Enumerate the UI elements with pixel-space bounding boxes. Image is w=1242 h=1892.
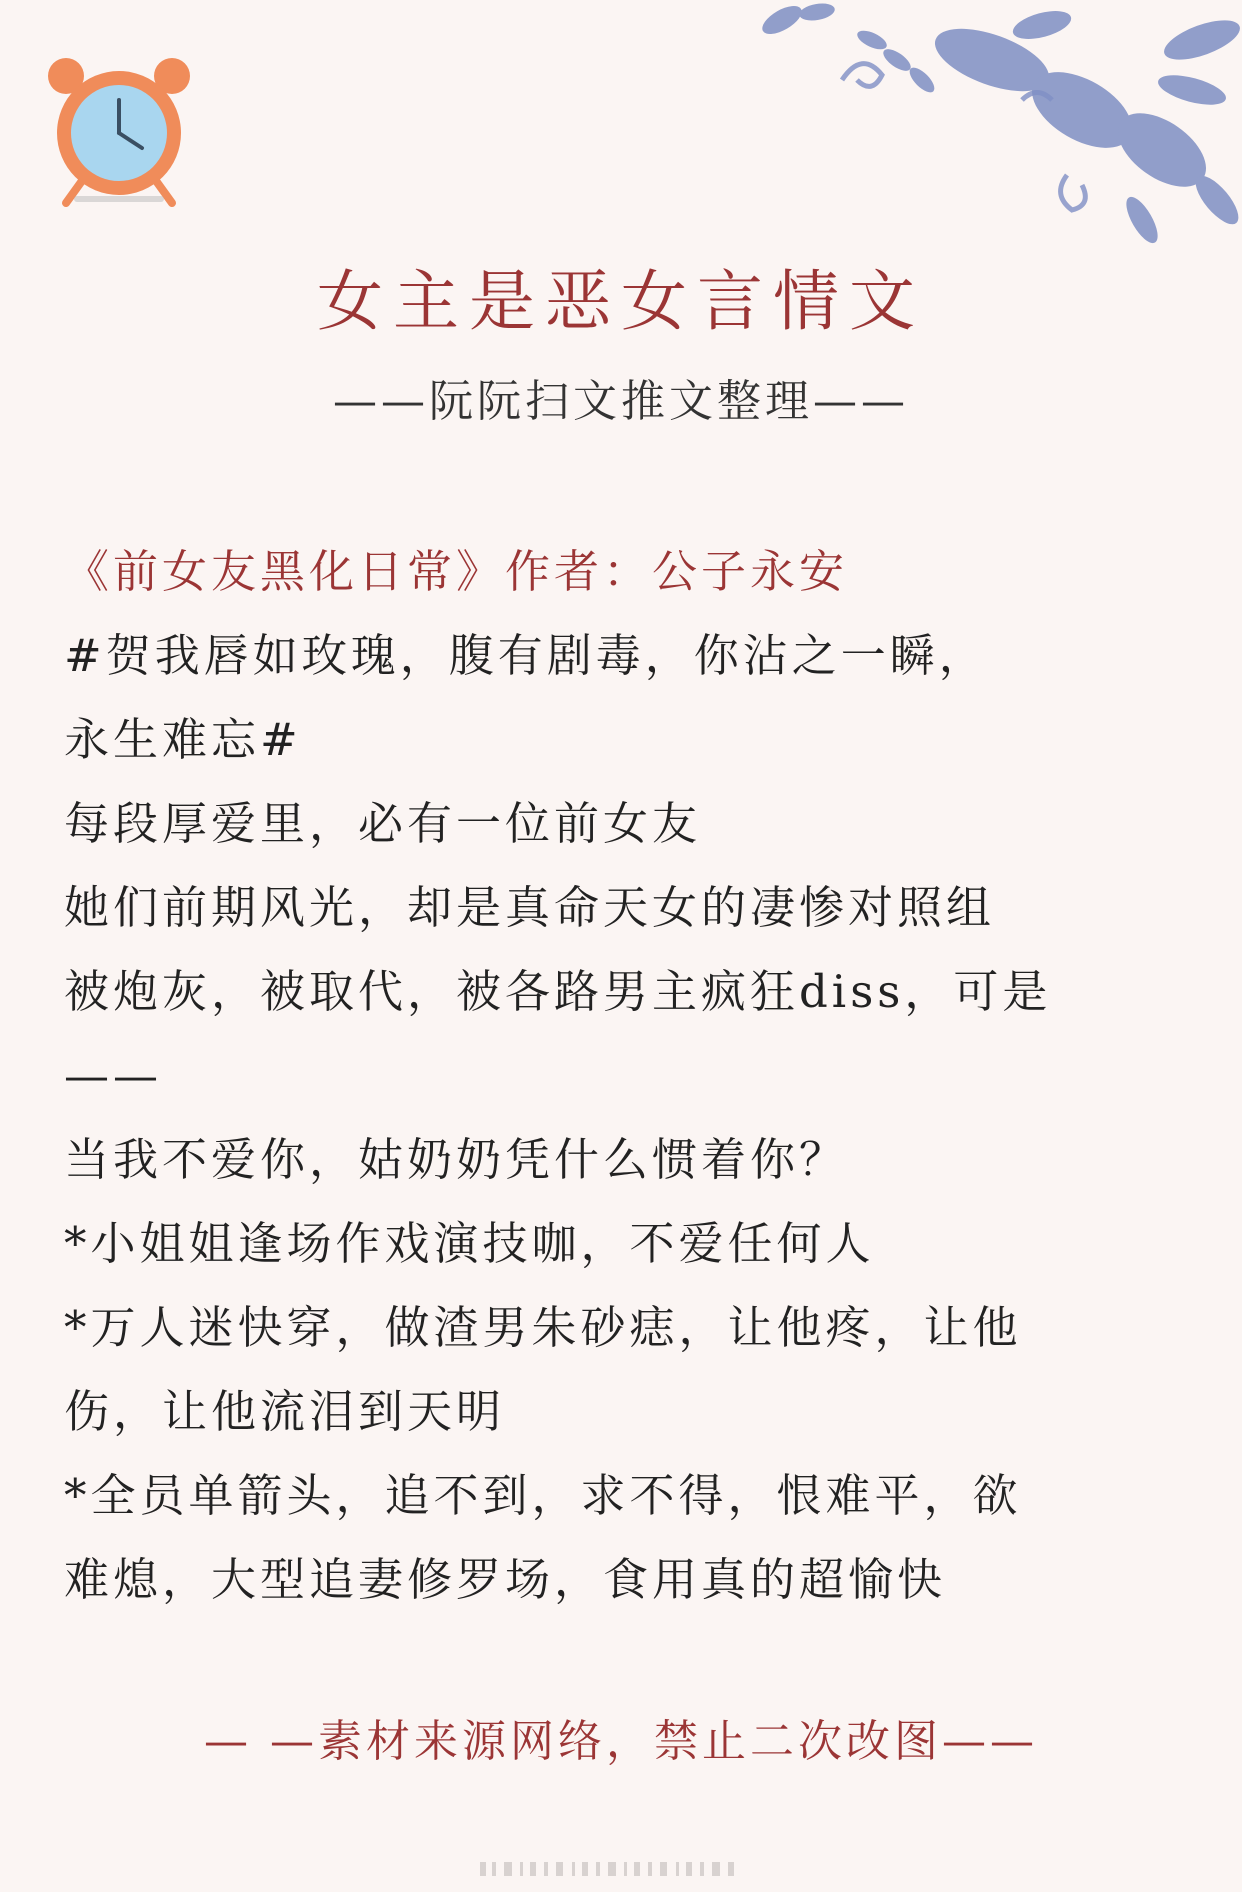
page-title: 女主是恶女言情文	[317, 263, 925, 340]
book-heading: 《前女友黑化日常》作者：公子永安	[64, 545, 849, 598]
text-line: 她们前期风光，却是真命天女的凄惨对照组	[64, 881, 996, 934]
text-line: #贺我唇如玫瑰，腹有剧毒，你沾之一瞬，	[64, 629, 988, 682]
text-line: 永生难忘#	[64, 713, 302, 766]
text-line: *全员单箭头，追不到，求不得，恨难平，欲	[64, 1469, 1022, 1522]
text-line: *万人迷快穿，做渣男朱砂痣，让他疼，让他	[64, 1301, 1022, 1354]
text-line: 难熄，大型追妻修罗场，食用真的超愉快	[64, 1553, 947, 1606]
footer-note: — —素材来源网络，禁止二次改图——	[204, 1716, 1038, 1767]
book-recommendation	[64, 530, 1184, 1622]
text-line: 伤，让他流泪到天明	[64, 1385, 506, 1438]
text-line: 每段厚爱里，必有一位前女友	[64, 797, 702, 850]
page-subtitle: ——阮阮扫文推文整理——	[333, 376, 909, 427]
alarm-clock-icon	[44, 48, 194, 208]
text-line: 被炮灰，被取代，被各路男主疯狂diss，可是	[64, 965, 1052, 1018]
leaf-decoration-icon	[722, 0, 1242, 250]
text-line: 当我不爱你，姑奶奶凭什么惯着你？	[64, 1133, 849, 1186]
text-line: *小姐姐逢场作戏演技咖，不爱任何人	[64, 1217, 875, 1270]
watermark-barcode	[480, 1858, 740, 1880]
text-line: ——	[64, 1049, 162, 1102]
